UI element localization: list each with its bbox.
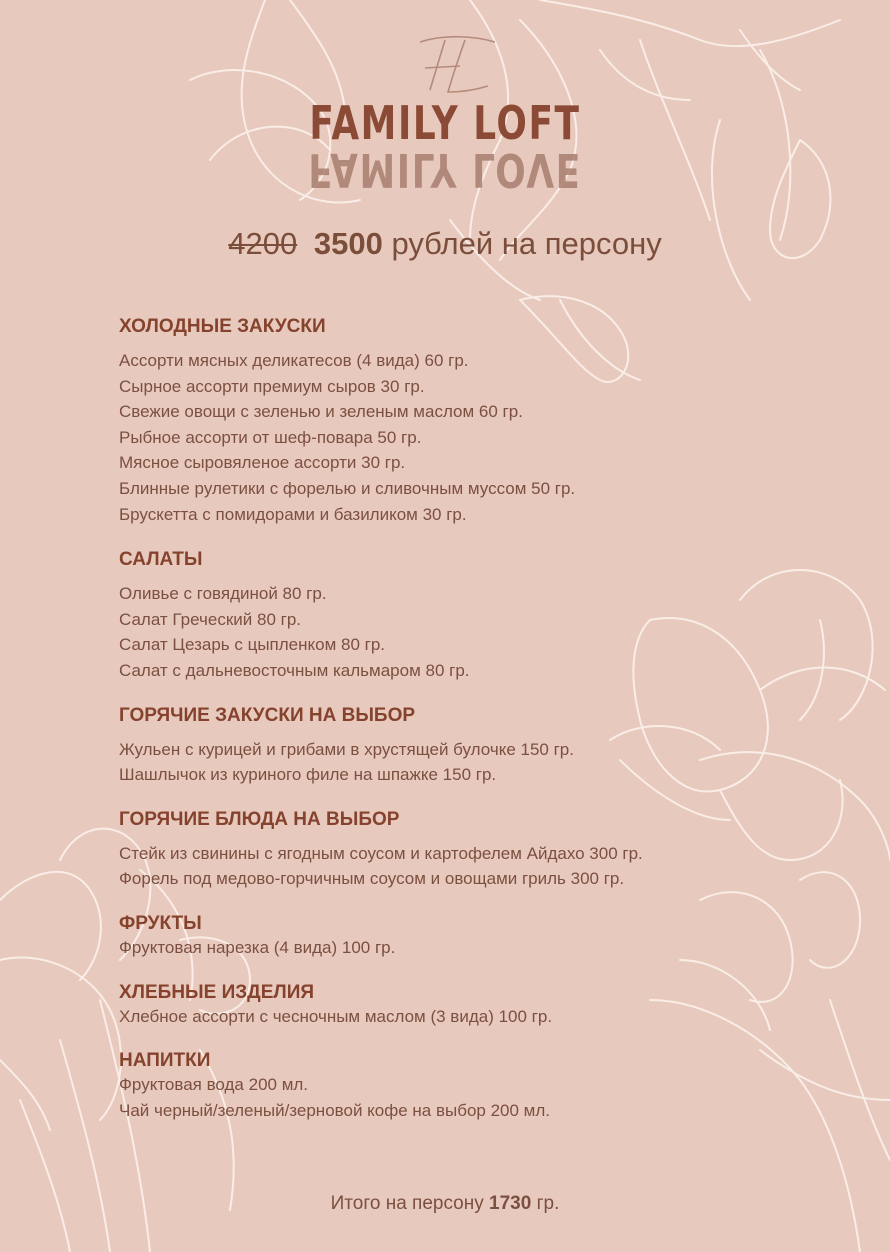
section-title: НАПИТКИ: [119, 1050, 211, 1072]
section-title: ГОРЯЧИЕ БЛЮДА НА ВЫБОР: [119, 808, 400, 830]
menu-item: Рыбное ассорти от шеф-повара 50 гр.: [119, 427, 422, 447]
menu-item: Стейк из свинины с ягодным соусом и картофелем Айдахо 300 гр.: [119, 843, 643, 863]
price-line: [0, 226, 890, 262]
total-label: Итого на персону: [330, 1193, 484, 1214]
menu-item: Ассорти мясных деликатесов (4 вида) 60 гр.: [119, 351, 469, 370]
menu-item: Жульен с курицей и грибами в хрустящей булочке 150 гр.: [119, 739, 574, 759]
brand-mirror-text: FAMILY LOVE: [308, 143, 582, 197]
total-line: [0, 1193, 890, 1215]
menu-item: Оливье с говядиной 80 гр.: [119, 584, 327, 604]
menu-item: Сырное ассорти премиум сыров 30 гр.: [119, 376, 425, 396]
menu-item: Салат с дальневосточным кальмаром 80 гр.: [119, 660, 470, 680]
menu-section-hot-appetizers: [119, 705, 819, 788]
menu-item: Шашлычок из куриного филе на шпажке 150 гр.: [119, 765, 497, 785]
price-suffix: рублей на персону: [391, 226, 662, 261]
menu-item: Чай черный/зеленый/зерновой кофе на выбор 200 мл.: [119, 1100, 551, 1120]
section-title: ФРУКТЫ: [119, 912, 202, 934]
total-value: 1730: [489, 1193, 532, 1214]
monogram-logo: [400, 30, 500, 100]
menu-section-drinks: [119, 1050, 819, 1123]
menu-item: Брускетта с помидорами и базиликом 30 гр.: [119, 504, 467, 524]
menu-item: Блинные рулетики с форелью и сливочным муссом 50 гр.: [119, 478, 576, 498]
old-price: 4200: [228, 226, 298, 261]
menu-section-bread: [119, 982, 819, 1030]
menu-item: Свежие овощи с зеленью и зеленым маслом 60 гр.: [119, 402, 523, 422]
section-title: ГОРЯЧИЕ ЗАКУСКИ НА ВЫБОР: [119, 704, 416, 726]
menu-item: Фруктовая вода 200 мл.: [119, 1075, 309, 1095]
section-title: ХЛЕБНЫЕ ИЗДЕЛИЯ: [119, 981, 315, 1003]
brand-name: FAMILY LOFT: [309, 96, 581, 150]
new-price: 3500: [313, 226, 383, 261]
menu-item: Салат Греческий 80 гр.: [119, 609, 302, 629]
menu-item: Хлебное ассорти с чесночным маслом (3 вида) 100 гр.: [119, 1006, 553, 1026]
menu-list: [119, 316, 819, 1123]
menu-item: Салат Цезарь с цыпленком 80 гр.: [119, 635, 386, 655]
menu-section-salads: [119, 549, 819, 683]
menu-section-fruits: [119, 913, 819, 961]
menu-item: Мясное сыровяленое ассорти 30 гр.: [119, 453, 406, 473]
menu-section-cold-appetizers: [119, 316, 819, 527]
menu-section-hot-dishes: [119, 809, 819, 892]
section-title: ХОЛОДНЫЕ ЗАКУСКИ: [119, 316, 326, 337]
total-unit: гр.: [536, 1193, 560, 1214]
menu-item: Фруктовая нарезка (4 вида) 100 гр.: [119, 937, 396, 957]
section-title: САЛАТЫ: [119, 549, 203, 571]
menu-item: Форель под медово-горчичным соусом и овощами гриль 300 гр.: [119, 869, 625, 889]
